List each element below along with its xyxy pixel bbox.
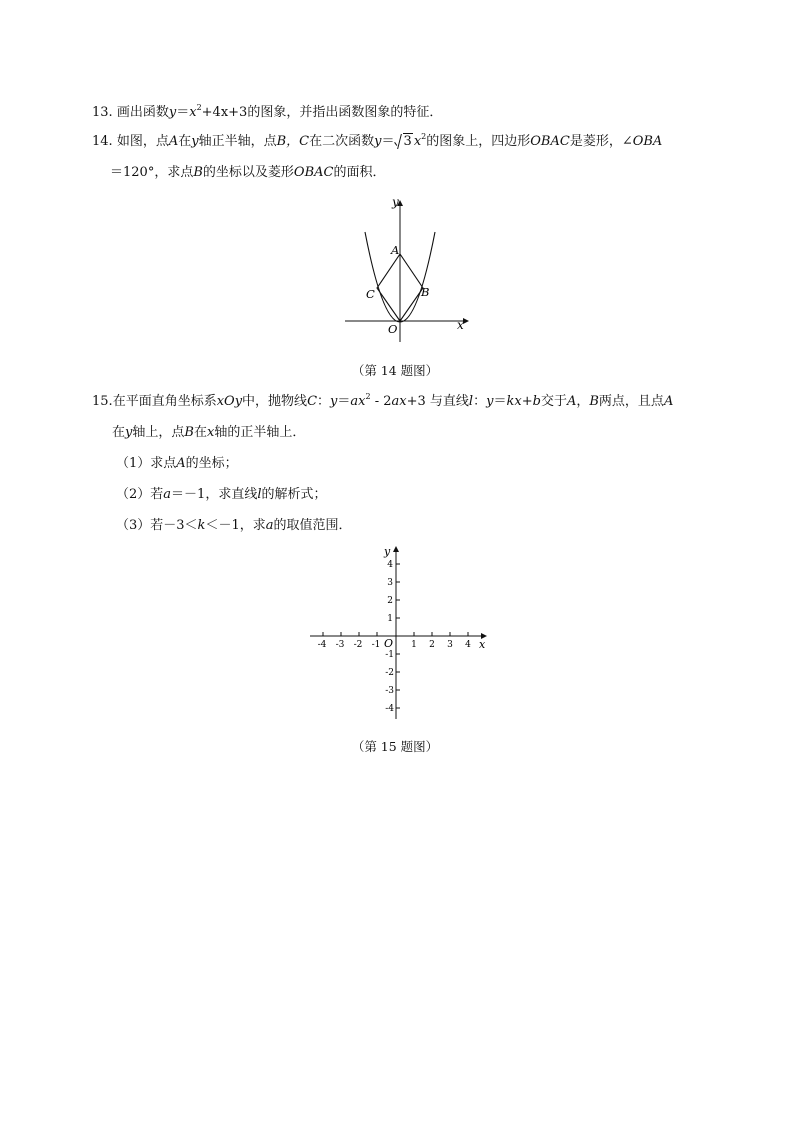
point-b: B <box>193 165 203 180</box>
x-tick-label: -3 <box>335 640 345 650</box>
question-text: 在 <box>178 134 192 149</box>
equals-sign: ＝ <box>381 134 395 149</box>
question-text: ， <box>576 394 590 409</box>
var-x: x <box>413 134 422 149</box>
question-text: ＜－1，求 <box>205 518 266 533</box>
y-tick-label: 3 <box>387 578 393 588</box>
var-y: y <box>125 425 133 440</box>
label-o: O <box>384 637 394 650</box>
point-a: A <box>566 394 577 409</box>
question-text: ＝－1，求直线 <box>171 487 258 502</box>
question-text: （2）若 <box>116 487 164 502</box>
x-axis-arrow <box>463 318 469 324</box>
equation-part: - 2 <box>370 394 392 409</box>
parabola-name: C <box>307 394 318 409</box>
sub-question-1 <box>116 455 238 473</box>
point-b: B <box>589 394 599 409</box>
x-tick-label: 3 <box>447 640 453 650</box>
y-axis-arrow <box>393 546 399 552</box>
var-y: y <box>168 105 177 120</box>
y-tick-label: 2 <box>387 596 393 606</box>
rhombus-name: OBAC <box>293 165 334 180</box>
term-ax: ax <box>350 394 366 409</box>
equation-part: + <box>521 394 533 409</box>
equals-sign: ＝ <box>176 105 190 120</box>
x-tick-label: 2 <box>429 640 435 650</box>
label-o: O <box>388 322 398 336</box>
x-tick-labels <box>318 640 472 650</box>
question-text: ： <box>317 394 331 409</box>
figure-14-caption: （第 14 题图） <box>351 363 439 378</box>
var-x: x <box>206 425 215 440</box>
point-a: A <box>168 134 179 149</box>
y-tick-label: -4 <box>385 704 394 714</box>
question-text: 的面积． <box>333 165 386 180</box>
y-tick-label: -3 <box>385 686 394 696</box>
question-text: 的图象，并指出函数图象的特征． <box>247 105 443 120</box>
question-text: 的解析式； <box>261 487 327 502</box>
question-text: 的取值范围． <box>273 518 352 533</box>
point-b: B <box>184 425 194 440</box>
question-text: 是菱形，∠ <box>569 134 633 149</box>
points-b-c: B，C <box>276 134 310 149</box>
question-14-line-1 <box>92 133 662 151</box>
var-k: k <box>197 518 206 533</box>
question-text: 交于 <box>540 394 567 409</box>
question-text: 的坐标以及菱形 <box>202 165 294 180</box>
var-a: a <box>163 487 172 502</box>
label-c: C <box>366 287 375 301</box>
x-tick-label: 1 <box>411 640 417 650</box>
term-ax: ax <box>391 394 407 409</box>
sqrt-symbol <box>395 133 413 151</box>
question-text: （3）若－3＜ <box>116 518 198 533</box>
question-text: 的坐标； <box>185 456 238 471</box>
question-13 <box>92 104 442 122</box>
exponent: 2 <box>365 392 371 401</box>
question-text: 轴上，点 <box>132 425 185 440</box>
label-x: x <box>479 638 486 651</box>
coord-system: xOy <box>216 394 243 409</box>
label-a: A <box>391 243 400 257</box>
question-text: ＝120°，求点 <box>110 165 194 180</box>
var-y: y <box>486 394 494 409</box>
question-15-line-1 <box>92 393 673 411</box>
x-tick-label: 4 <box>465 640 471 650</box>
label-y: y <box>384 545 391 558</box>
question-15-line-2 <box>112 424 305 442</box>
label-x: x <box>457 318 464 332</box>
label-y: y <box>392 195 399 209</box>
question-text: 在平面直角坐标系 <box>112 394 217 409</box>
y-tick-label: -1 <box>385 650 394 660</box>
question-text: 在 <box>112 425 126 440</box>
question-number: 15. <box>92 394 113 409</box>
y-tick-label: -2 <box>385 668 394 678</box>
figure-15-coordinate-axes <box>305 543 490 723</box>
var-y: y <box>374 134 382 149</box>
question-number: 14. <box>92 134 113 149</box>
equals-sign: ＝ <box>493 394 507 409</box>
line-name: l <box>257 487 262 502</box>
equation-tail: +4x+3 <box>201 105 248 120</box>
question-text: 的图象上，四边形 <box>426 134 531 149</box>
y-tick-label: 1 <box>387 614 393 624</box>
rhombus-name: OBAC <box>530 134 570 149</box>
question-text: 画出函数 <box>116 105 169 120</box>
point-a: A <box>176 456 186 471</box>
exponent: 2 <box>196 103 202 112</box>
x-tick-label: -1 <box>371 640 381 650</box>
var-y: y <box>191 134 199 149</box>
exponent: 2 <box>421 132 427 141</box>
question-text: 轴的正半轴上． <box>214 425 306 440</box>
point-a: A <box>663 394 674 409</box>
var-a: a <box>265 518 274 533</box>
question-number: 13. <box>92 105 113 120</box>
radicand: 3 <box>403 134 412 149</box>
sub-question-3 <box>116 517 352 535</box>
question-text: （1）求点 <box>116 456 177 471</box>
question-text: 如图，点 <box>116 134 169 149</box>
question-text: 在二次函数 <box>309 134 375 149</box>
equation-part: +3 与直线 <box>406 394 469 409</box>
question-text: 在 <box>193 425 207 440</box>
figure-14-parabola-rhombus <box>335 192 475 350</box>
question-text: ： <box>473 394 487 409</box>
term-kx: kx <box>506 394 522 409</box>
question-text: 轴正半轴，点 <box>198 134 277 149</box>
question-text: 两点，且点 <box>598 394 664 409</box>
sub-question-2 <box>116 486 327 504</box>
angle-name: OBA <box>632 134 663 149</box>
y-tick-label: 4 <box>387 560 393 570</box>
question-14-line-2 <box>110 164 385 182</box>
x-tick-label: -4 <box>317 640 327 650</box>
term-b: b <box>532 394 541 409</box>
line-name: l <box>468 394 474 409</box>
var-y: y <box>330 394 338 409</box>
label-b: B <box>421 285 430 299</box>
equals-sign: ＝ <box>337 394 351 409</box>
figure-15-caption: （第 15 题图） <box>351 739 439 754</box>
x-tick-label: -2 <box>353 640 363 650</box>
var-x: x <box>189 105 197 120</box>
question-text: 中，抛物线 <box>242 394 308 409</box>
